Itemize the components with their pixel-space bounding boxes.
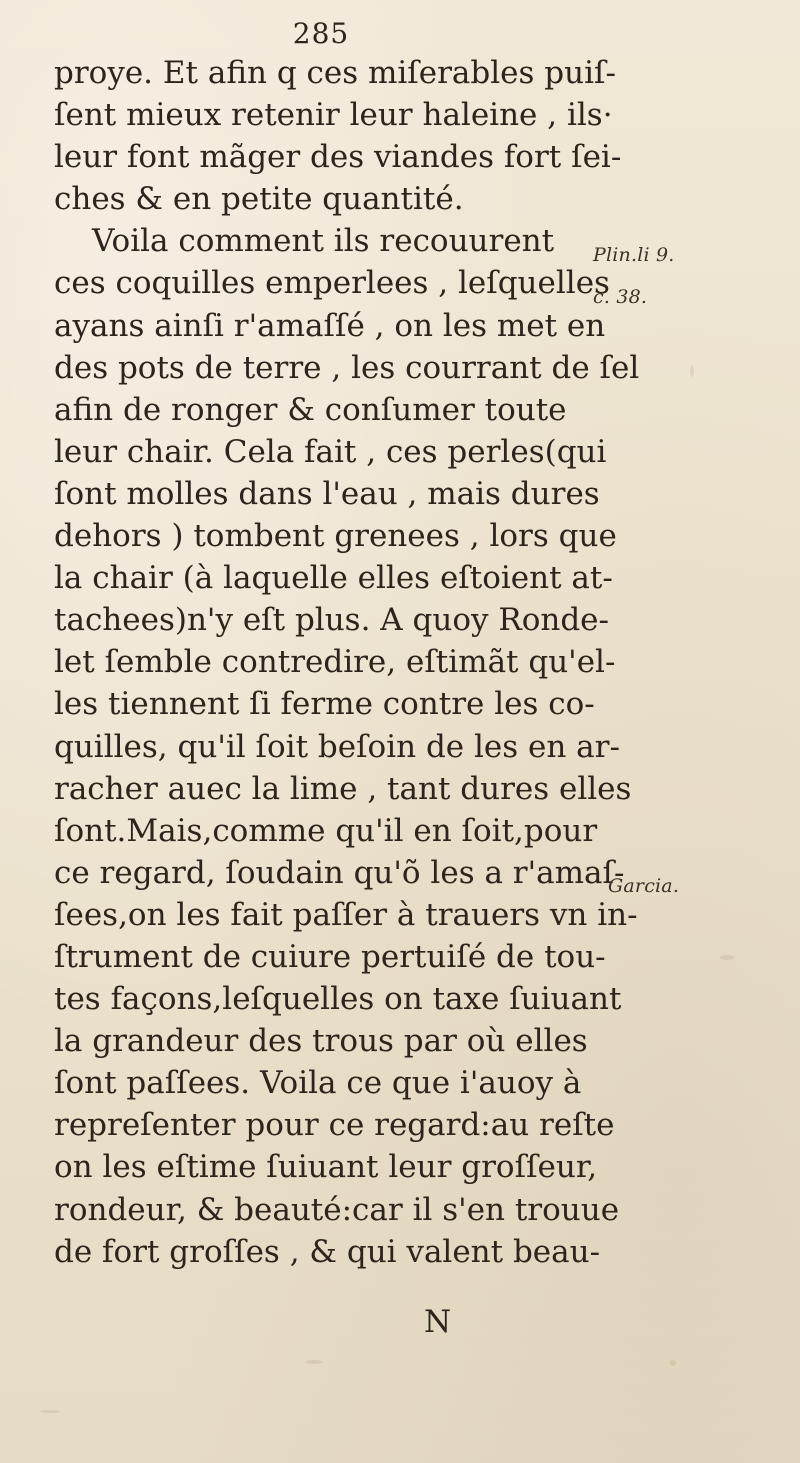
text-line-19: ſont.Mais,comme qu'il en ſoit,pour [54,812,598,849]
paper-spot [690,365,694,377]
text-line-14: tachees)n'y eſt plus. A quoy Ronde- [54,602,610,639]
text-line-17: quilles, qu'il ſoit beſoin de les en ar- [54,728,620,765]
signature-mark: N [424,1304,452,1340]
text-line-25: ſont paſſees. Voila ce que i'auoy à [54,1065,582,1102]
text-line-11: ſont molles dans l'eau , mais dures [54,475,600,512]
text-line-28: rondeur, & beauté:car il s'en trouue [54,1191,620,1228]
paper-spot [670,1360,676,1366]
text-line-26: repreſenter pour ce regard:au reſte [54,1107,615,1144]
text-line-5: Voila comment ils recouurent [92,223,555,260]
text-line-16: les tiennent ſi ferme contre les co- [54,686,595,723]
text-line-27: on les eſtime ſuiuant leur groſſeur, [54,1149,598,1186]
text-line-3: leur font mãger des viandes fort ſei- [54,139,622,176]
text-line-13: la chair (à laquelle elles eſtoient at- [54,560,613,597]
text-line-15: let ſemble contredire, eſtimãt qu'el- [54,644,616,681]
text-line-2: ſent mieux retenir leur haleine , ils· [54,97,613,134]
text-line-6: ces coquilles emperlees , leſquelles [54,265,610,302]
text-line-23: tes façons,leſquelles on taxe ſuiuant [54,981,622,1018]
text-line-7: ayans ainſi r'amaſſé , on les met en [54,307,606,344]
text-line-8: des pots de terre , les courrant de ſel [54,349,640,386]
text-line-12: dehors ) tombent grenees , lors que [54,518,617,555]
margin-note-plinius: Plin.li 9. [593,244,675,266]
margin-note-garcia: Garcia. [608,875,680,897]
text-line-21: ſees,on les fait paſſer à trauers vn in- [54,896,638,933]
text-line-29: de fort groſſes , & qui valent beau- [54,1233,601,1270]
text-line-24: la grandeur des trous par où elles [54,1023,588,1060]
text-line-4: ches & en petite quantité. [54,181,464,218]
paper-spot [720,955,734,960]
page-number: 285 [292,17,350,50]
paper-spot [305,1360,323,1364]
text-line-20: ce regard, ſoudain qu'õ les a r'amaſ- [54,854,625,891]
margin-note-chapter: c. 38. [593,286,648,308]
text-line-10: leur chair. Cela fait , ces perles(qui [54,433,607,470]
text-line-9: afin de ronger & conſumer toute [54,391,567,428]
text-line-22: ſtrument de cuiure pertuiſé de tou- [54,938,606,975]
paper-spot [40,1410,60,1413]
text-line-18: racher auec la lime , tant dures elles [54,770,632,807]
text-line-1: proye. Et afin q ces miſerables puiſ- [54,55,616,91]
